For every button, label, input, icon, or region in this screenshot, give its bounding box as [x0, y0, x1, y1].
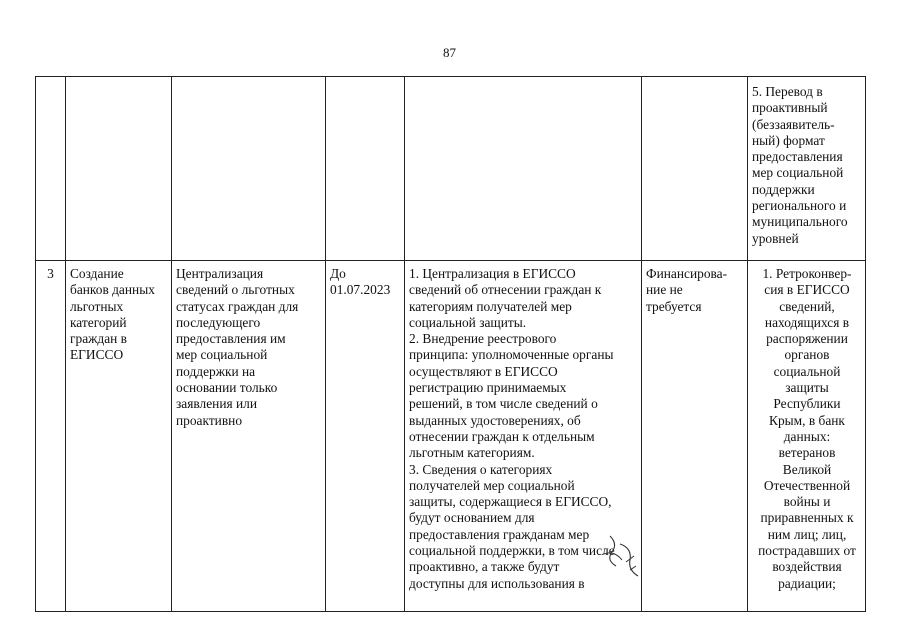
cell-financing-empty: [642, 77, 748, 261]
page-number: 87: [443, 45, 456, 60]
cell-actions-empty: [405, 77, 642, 261]
handwritten-mark: [590, 532, 650, 584]
cell-results: [748, 261, 866, 612]
cell-deadline-empty: [326, 77, 405, 261]
cell-goal: [172, 261, 326, 612]
cell-financing: [642, 261, 748, 612]
measure-goal: Централизация сведений о льготных статусах граждан для последующего предоставления им мер социальной поддержки на основании только заявления или проактивно: [176, 266, 299, 428]
row-number: 3: [47, 266, 54, 281]
cell-goal-empty: [172, 77, 326, 261]
cell-name-empty: [66, 77, 172, 261]
measure-actions: 1. Централизация в ЕГИССО сведений об отнесении граждан к категориям получателей мер социальной защиты. 2. Внедрение реестрового принципа: уполномоченные органы осуществляют в ЕГИССО регистрацию принимаемых решений, в том числе сведений о выданных удостоверениях, об отнесении граждан к отдельным льготным категориям. 3. Сведения о категориях получателей мер социальной защиты, содержащиеся в ЕГИССО, будут основанием для предоставления гражданам мер социальной поддержки, в том числе проактивно, а также будут доступны для использования в: [409, 266, 615, 591]
table-row-3: [36, 261, 866, 612]
cell-name: [66, 261, 172, 612]
measures-table: [35, 76, 866, 612]
results-continued-text: 5. Перевод в проактивный (беззаявитель- ный) формат предоставления мер социальной поддержки регионального и муниципального уровней: [752, 84, 848, 246]
cell-number: [36, 261, 66, 612]
cell-number-empty: [36, 77, 66, 261]
cell-deadline: [326, 261, 405, 612]
measure-results: 1. Ретроконвер- сия в ЕГИССО сведений, находящихся в распоряжении органов социальной защиты Республики Крым, в банк данных: ветеранов Великой Отечественной войны и приравненных к ним лиц; лиц, пострадавших от воздействия радиации;: [758, 266, 856, 591]
table-row-continued: [36, 77, 866, 261]
cell-results-continued: [748, 77, 866, 261]
measure-deadline: До 01.07.2023: [330, 266, 391, 298]
measure-financing: Финансирова- ние не требуется: [646, 266, 728, 314]
measure-name: Создание банков данных льготных категорий граждан в ЕГИССО: [70, 266, 155, 363]
